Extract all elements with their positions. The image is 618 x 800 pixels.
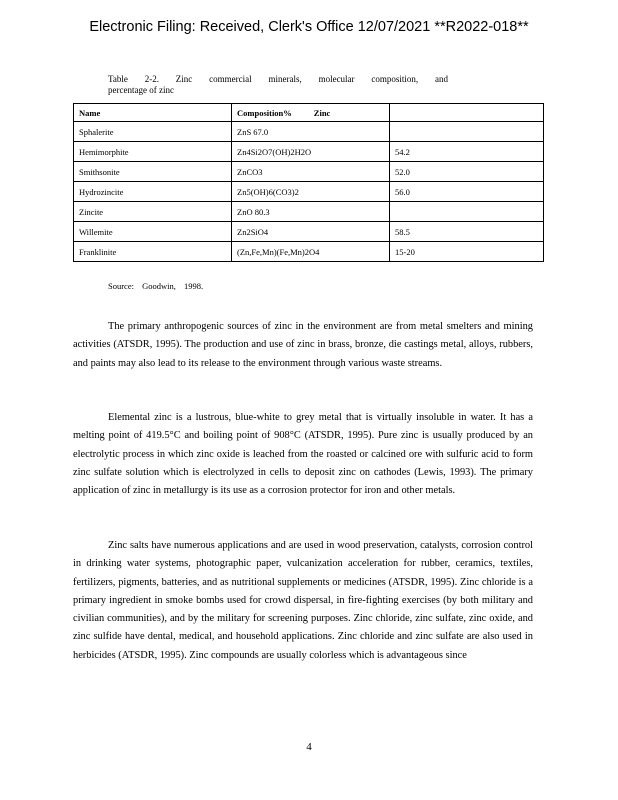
header-zinc-blank	[390, 104, 544, 122]
header-name: Name	[74, 104, 232, 122]
paragraph-elemental-zinc: Elemental zinc is a lustrous, blue-white to grey metal that is virtually insoluble in water. It has a melting point of 419.5°C and boiling point of 908°C (ATSDR, 1995). Pure zinc is usually produced by an electrolytic process in which zinc oxide is leached from the roasted or calcined ore with sulfuric acid to form zinc sulfate solution which is electrolyzed in cells to deposit zinc on cathodes (Lewis, 1993). The primary application of zinc in metallurgy is its use as a corrosion protector for iron and other metals.	[73, 412, 533, 497]
mineral-composition: (Zn,Fe,Mn)(Fe,Mn)2O4	[232, 242, 390, 262]
mineral-composition: ZnCO3	[232, 162, 390, 182]
mineral-composition: Zn2SiO4	[232, 222, 390, 242]
table-caption-line2: percentage of zinc	[108, 85, 174, 95]
zinc-percent: 15-20	[390, 242, 544, 262]
mineral-name: Franklinite	[74, 242, 232, 262]
paragraph-zinc-salts: Zinc salts have numerous applications and are used in wood preservation, catalysts, corrosion control in drinking water systems, photographic paper, vulcanization acceleration for rubber, ceramics, textiles, fertilizers, pigments, batteries, and as nutritional supplements or medicines (ATSDR, 1995). Zinc chloride is a primary ingredient in smoke bombs used for crowd dispersal, in fire-fighting exercises (by both military and civilian communities), and by the military for screening purposes. Zinc chloride, zinc sulfate, zinc oxide, and zinc sulfide have dental, medical, and household applications. Zinc chloride and zinc sulfate are also used in herbicides (ATSDR, 1995). Zinc compounds are usually colorless which is advantageous since	[73, 540, 533, 661]
mineral-name: Hemimorphite	[74, 142, 232, 162]
mineral-composition: ZnS 67.0	[232, 122, 390, 142]
zinc-percent	[390, 202, 544, 222]
mineral-name: Smithsonite	[74, 162, 232, 182]
header-composition: Composition% Zinc	[232, 104, 390, 122]
mineral-name: Hydrozincite	[74, 182, 232, 202]
zinc-percent: 56.0	[390, 182, 544, 202]
table-row	[74, 142, 544, 162]
table-row	[74, 202, 544, 222]
filing-header: Electronic Filing: Received, Clerk's Office 12/07/2021 **R2022-018**	[89, 19, 529, 35]
table-source: Source: Goodwin, 1998.	[108, 281, 204, 291]
mineral-composition: Zn5(OH)6(CO3)2	[232, 182, 390, 202]
table-row	[74, 222, 544, 242]
table-row	[74, 162, 544, 182]
table-row	[74, 122, 544, 142]
mineral-name: Sphalerite	[74, 122, 232, 142]
page-number: 4	[306, 741, 312, 753]
table-caption	[108, 74, 448, 96]
zinc-percent	[390, 122, 544, 142]
zinc-percent: 54.2	[390, 142, 544, 162]
table-row	[74, 242, 544, 262]
zinc-percent: 52.0	[390, 162, 544, 182]
mineral-name: Zincite	[74, 202, 232, 222]
mineral-composition: ZnO 80.3	[232, 202, 390, 222]
zinc-minerals-table	[73, 103, 544, 262]
paragraph-anthropogenic-sources: The primary anthropogenic sources of zinc in the environment are from metal smelters and mining activities (ATSDR, 1995). The production and use of zinc in brass, bronze, die castings metal, alloys, rubbers, and paints may also lead to its release to the environment through various waste streams.	[73, 321, 533, 369]
table-row	[74, 182, 544, 202]
table-header-row	[74, 104, 544, 122]
mineral-composition: Zn4Si2O7(OH)2H2O	[232, 142, 390, 162]
table-caption-line1: Table 2-2. Zinc commercial minerals, molecular composition, and	[108, 74, 448, 84]
zinc-percent: 58.5	[390, 222, 544, 242]
mineral-name: Willemite	[74, 222, 232, 242]
